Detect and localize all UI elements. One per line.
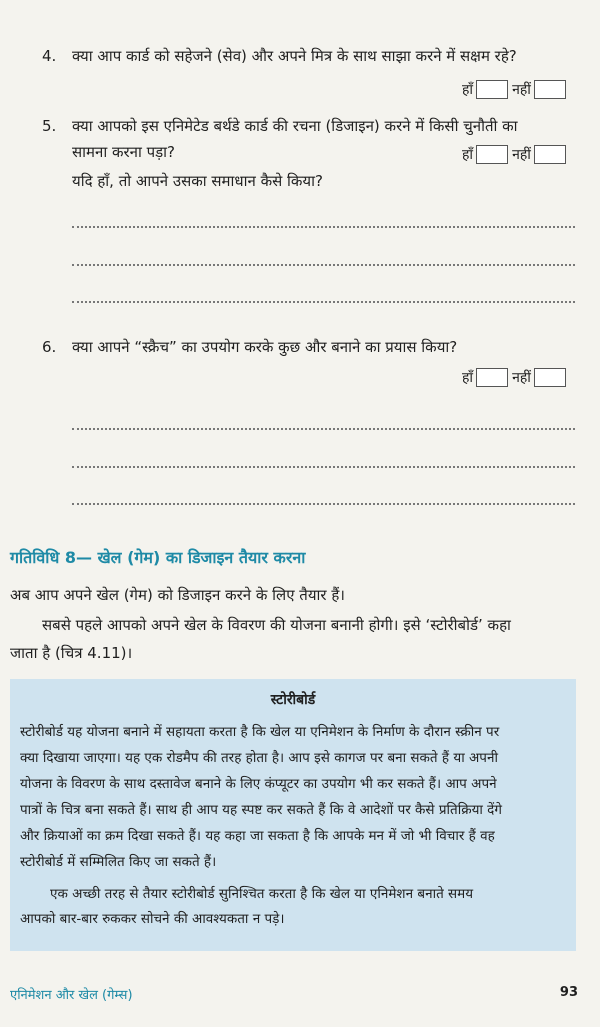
yes-checkbox[interactable] bbox=[476, 80, 508, 99]
no-checkbox[interactable] bbox=[534, 368, 566, 387]
yes-label: हाँ bbox=[462, 82, 474, 98]
yes-label: हाँ bbox=[462, 147, 474, 163]
answer-line[interactable] bbox=[72, 264, 575, 266]
yes-label: हाँ bbox=[462, 370, 474, 386]
answer-line[interactable] bbox=[72, 428, 575, 430]
storyboard-text-line: क्या दिखाया जाएगा। यह एक रोडमैप की तरह होता है। आप इसे कागज पर बना सकते हैं या अपनी bbox=[20, 750, 498, 766]
yes-no-answer-5 bbox=[462, 145, 570, 164]
storyboard-text-line: पात्रों के चित्र बना सकते हैं। साथ ही आप यह स्पष्ट कर सकते हैं कि वे आदेशों पर कैसे प्रतिक्रिया देंगे bbox=[20, 802, 502, 818]
no-label: नहीं bbox=[512, 82, 531, 98]
yes-no-answer-6 bbox=[462, 368, 570, 387]
question-text: सामना करना पड़ा? bbox=[72, 143, 175, 161]
storyboard-text-line: स्टोरीबोर्ड में सम्मिलित किए जा सकते हैं। bbox=[20, 854, 217, 870]
storyboard-text-line: योजना के विवरण के साथ दस्तावेज बनाने के लिए कंप्यूटर का उपयोग भी कर सकते हैं। आप अपने bbox=[20, 776, 497, 792]
question-text: क्या आपको इस एनिमेटेड बर्थडे कार्ड की रचना (डिजाइन) करने में किसी चुनौती का bbox=[72, 117, 518, 135]
answer-line[interactable] bbox=[72, 466, 575, 468]
activity-heading: गतिविधि 8— खेल (गेम) का डिजाइन तैयार करना bbox=[10, 548, 306, 567]
answer-line[interactable] bbox=[72, 226, 575, 228]
no-checkbox[interactable] bbox=[534, 145, 566, 164]
storyboard-text-line: एक अच्छी तरह से तैयार स्टोरीबोर्ड सुनिश्चित करता है कि खेल या एनिमेशन बनाते समय bbox=[50, 886, 474, 902]
no-label: नहीं bbox=[512, 370, 531, 386]
answer-line[interactable] bbox=[72, 503, 575, 505]
yes-checkbox[interactable] bbox=[476, 368, 508, 387]
question-text: क्या आपने “स्क्रैच” का उपयोग करके कुछ और बनाने का प्रयास किया? bbox=[72, 338, 458, 356]
question-number: 6. bbox=[42, 338, 57, 356]
question-text: क्या आप कार्ड को सहेजने (सेव) और अपने मित्र के साथ साझा करने में सक्षम रहे? bbox=[72, 47, 517, 65]
question-text: यदि हाँ, तो आपने उसका समाधान कैसे किया? bbox=[72, 172, 323, 190]
activity-intro: अब आप अपने खेल (गेम) को डिजाइन करने के लिए तैयार हैं। bbox=[10, 586, 345, 604]
storyboard-title: स्टोरीबोर्ड bbox=[270, 692, 316, 708]
storyboard-text-line: और क्रियाओं का क्रम दिखा सकते हैं। यह कहा जा सकता है कि आपके मन में जो भी विचार हैं वह bbox=[20, 828, 495, 844]
storyboard-text-line: स्टोरीबोर्ड यह योजना बनाने में सहायता करता है कि खेल या एनिमेशन के निर्माण के दौरान स्क्रीन पर bbox=[20, 724, 500, 740]
activity-paragraph-continued: जाता है (चित्र 4.11)। bbox=[10, 644, 133, 662]
no-label: नहीं bbox=[512, 147, 531, 163]
storyboard-text-line: आपको बार-बार रुककर सोचने की आवश्यकता न पड़े। bbox=[20, 911, 285, 927]
question-number: 5. bbox=[42, 117, 57, 135]
answer-line[interactable] bbox=[72, 301, 575, 303]
activity-paragraph: सबसे पहले आपको अपने खेल के विवरण की योजना बनानी होगी। इसे ‘स्टोरीबोर्ड’ कहा bbox=[42, 616, 511, 634]
question-number: 4. bbox=[42, 47, 57, 65]
yes-no-answer-4 bbox=[462, 80, 570, 99]
page-number: 93 bbox=[559, 985, 578, 1000]
yes-checkbox[interactable] bbox=[476, 145, 508, 164]
chapter-footer: एनिमेशन और खेल (गेम्स) bbox=[10, 988, 133, 1003]
no-checkbox[interactable] bbox=[534, 80, 566, 99]
